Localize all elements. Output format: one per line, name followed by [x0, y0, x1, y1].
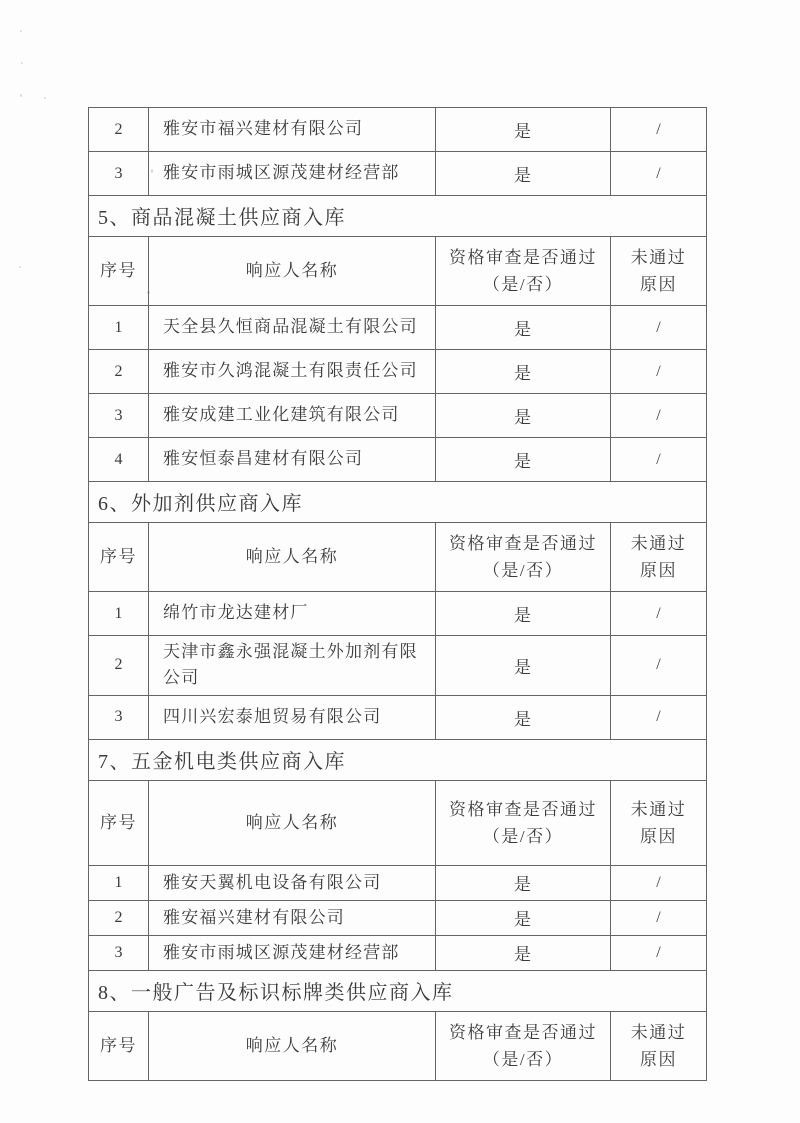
header-seq: 序号 [89, 237, 149, 306]
row-supplier-name: 天津市鑫永强混凝土外加剂有限公司 [149, 636, 436, 696]
row-supplier-name: 雅安恒泰昌建材有限公司 [149, 438, 436, 482]
header-seq: 序号 [89, 780, 149, 865]
table-row [89, 350, 707, 394]
row-supplier-name: 天全县久恒商品混凝土有限公司 [149, 306, 436, 350]
table-row [89, 306, 707, 350]
header-pass [436, 780, 611, 865]
row-reason-value: / [611, 306, 707, 350]
header-reason-line1: 未通过 [630, 247, 687, 267]
row-supplier-name: 雅安市福兴建材有限公司 [149, 108, 436, 152]
table-row [89, 935, 707, 970]
row-seq: 1 [89, 592, 149, 636]
header-reason-line2: 原因 [640, 1049, 677, 1069]
header-name: 响应人名称 [149, 1011, 436, 1080]
header-pass-line1: 资格审查是否通过 [449, 1022, 597, 1042]
row-reason-value: / [611, 152, 707, 196]
table-row [89, 636, 707, 696]
row-pass-value: 是 [436, 636, 611, 696]
header-pass [436, 1011, 611, 1080]
row-reason-value: / [611, 935, 707, 970]
header-reason-line2: 原因 [640, 826, 677, 846]
table-row [89, 394, 707, 438]
row-pass-value: 是 [436, 394, 611, 438]
scan-noise-speck [20, 30, 22, 32]
header-reason-line1: 未通过 [630, 533, 687, 553]
scan-noise-speck [44, 97, 46, 99]
table-row [89, 152, 707, 196]
supplier-table-body [89, 108, 707, 1081]
row-supplier-name: 雅安福兴建材有限公司 [149, 900, 436, 935]
section-title-row [89, 739, 707, 780]
row-supplier-name: 绵竹市龙达建材厂 [149, 592, 436, 636]
row-pass-value: 是 [436, 438, 611, 482]
row-pass-value: 是 [436, 108, 611, 152]
row-reason-value: / [611, 695, 707, 739]
row-pass-value: 是 [436, 865, 611, 900]
table-row [89, 108, 707, 152]
header-reason-line1: 未通过 [630, 799, 687, 819]
header-pass-line2: （是/否） [482, 1049, 564, 1069]
row-reason-value: / [611, 394, 707, 438]
row-seq: 1 [89, 865, 149, 900]
row-seq: 3 [89, 935, 149, 970]
header-name: 响应人名称 [149, 523, 436, 592]
supplier-review-table [88, 107, 707, 1081]
scan-noise-speck [19, 266, 21, 268]
row-supplier-name: 雅安市雨城区源茂建材经营部 [149, 152, 436, 196]
header-name: 响应人名称 [149, 780, 436, 865]
table-row [89, 865, 707, 900]
row-seq: 2 [89, 108, 149, 152]
row-seq: 3 [89, 152, 149, 196]
row-pass-value: 是 [436, 350, 611, 394]
section-title-row [89, 196, 707, 237]
row-reason-value: / [611, 900, 707, 935]
row-seq: 3 [89, 695, 149, 739]
row-seq: 4 [89, 438, 149, 482]
row-pass-value: 是 [436, 306, 611, 350]
row-supplier-name: 雅安天翼机电设备有限公司 [149, 865, 436, 900]
scan-noise-speck [20, 94, 22, 97]
section-title-row [89, 482, 707, 523]
section-title: 7、五金机电类供应商入库 [89, 739, 707, 780]
column-header-row [89, 780, 707, 865]
row-supplier-name: 四川兴宏泰旭贸易有限公司 [149, 695, 436, 739]
header-name: 响应人名称 [149, 237, 436, 306]
header-seq: 序号 [89, 1011, 149, 1080]
row-seq: 1 [89, 306, 149, 350]
header-reason [611, 1011, 707, 1080]
header-reason [611, 237, 707, 306]
section-title: 5、商品混凝土供应商入库 [89, 196, 707, 237]
row-supplier-name: 雅安成建工业化建筑有限公司 [149, 394, 436, 438]
table-row [89, 695, 707, 739]
row-reason-value: / [611, 438, 707, 482]
header-reason [611, 523, 707, 592]
header-pass [436, 523, 611, 592]
row-pass-value: 是 [436, 592, 611, 636]
row-reason-value: / [611, 592, 707, 636]
row-reason-value: / [611, 865, 707, 900]
header-pass-line1: 资格审查是否通过 [449, 533, 597, 553]
table-row [89, 900, 707, 935]
row-pass-value: 是 [436, 935, 611, 970]
row-reason-value: / [611, 350, 707, 394]
section-title: 8、一般广告及标识标牌类供应商入库 [89, 970, 707, 1011]
header-pass-line1: 资格审查是否通过 [449, 247, 597, 267]
scan-noise-speck [21, 62, 23, 64]
column-header-row [89, 523, 707, 592]
header-reason-line1: 未通过 [630, 1022, 687, 1042]
row-pass-value: 是 [436, 695, 611, 739]
section-title: 6、外加剂供应商入库 [89, 482, 707, 523]
row-supplier-name: 雅安市雨城区源茂建材经营部 [149, 935, 436, 970]
row-seq: 2 [89, 350, 149, 394]
row-reason-value: / [611, 636, 707, 696]
row-reason-value: / [611, 108, 707, 152]
header-pass-line2: （是/否） [482, 275, 564, 294]
row-seq: 3 [89, 394, 149, 438]
row-pass-value: 是 [436, 152, 611, 196]
row-pass-value: 是 [436, 900, 611, 935]
header-pass-line2: （是/否） [482, 561, 564, 580]
column-header-row [89, 1011, 707, 1080]
row-seq: 2 [89, 900, 149, 935]
header-pass-line1: 资格审查是否通过 [449, 799, 597, 819]
column-header-row [89, 237, 707, 306]
row-supplier-name: 雅安市久鸿混凝土有限责任公司 [149, 350, 436, 394]
row-seq: 2 [89, 636, 149, 696]
header-pass [436, 237, 611, 306]
table-row [89, 438, 707, 482]
header-reason-line2: 原因 [640, 275, 677, 294]
section-title-row [89, 970, 707, 1011]
header-reason [611, 780, 707, 865]
header-seq: 序号 [89, 523, 149, 592]
header-reason-line2: 原因 [640, 561, 677, 580]
header-pass-line2: （是/否） [482, 826, 564, 846]
table-row [89, 592, 707, 636]
